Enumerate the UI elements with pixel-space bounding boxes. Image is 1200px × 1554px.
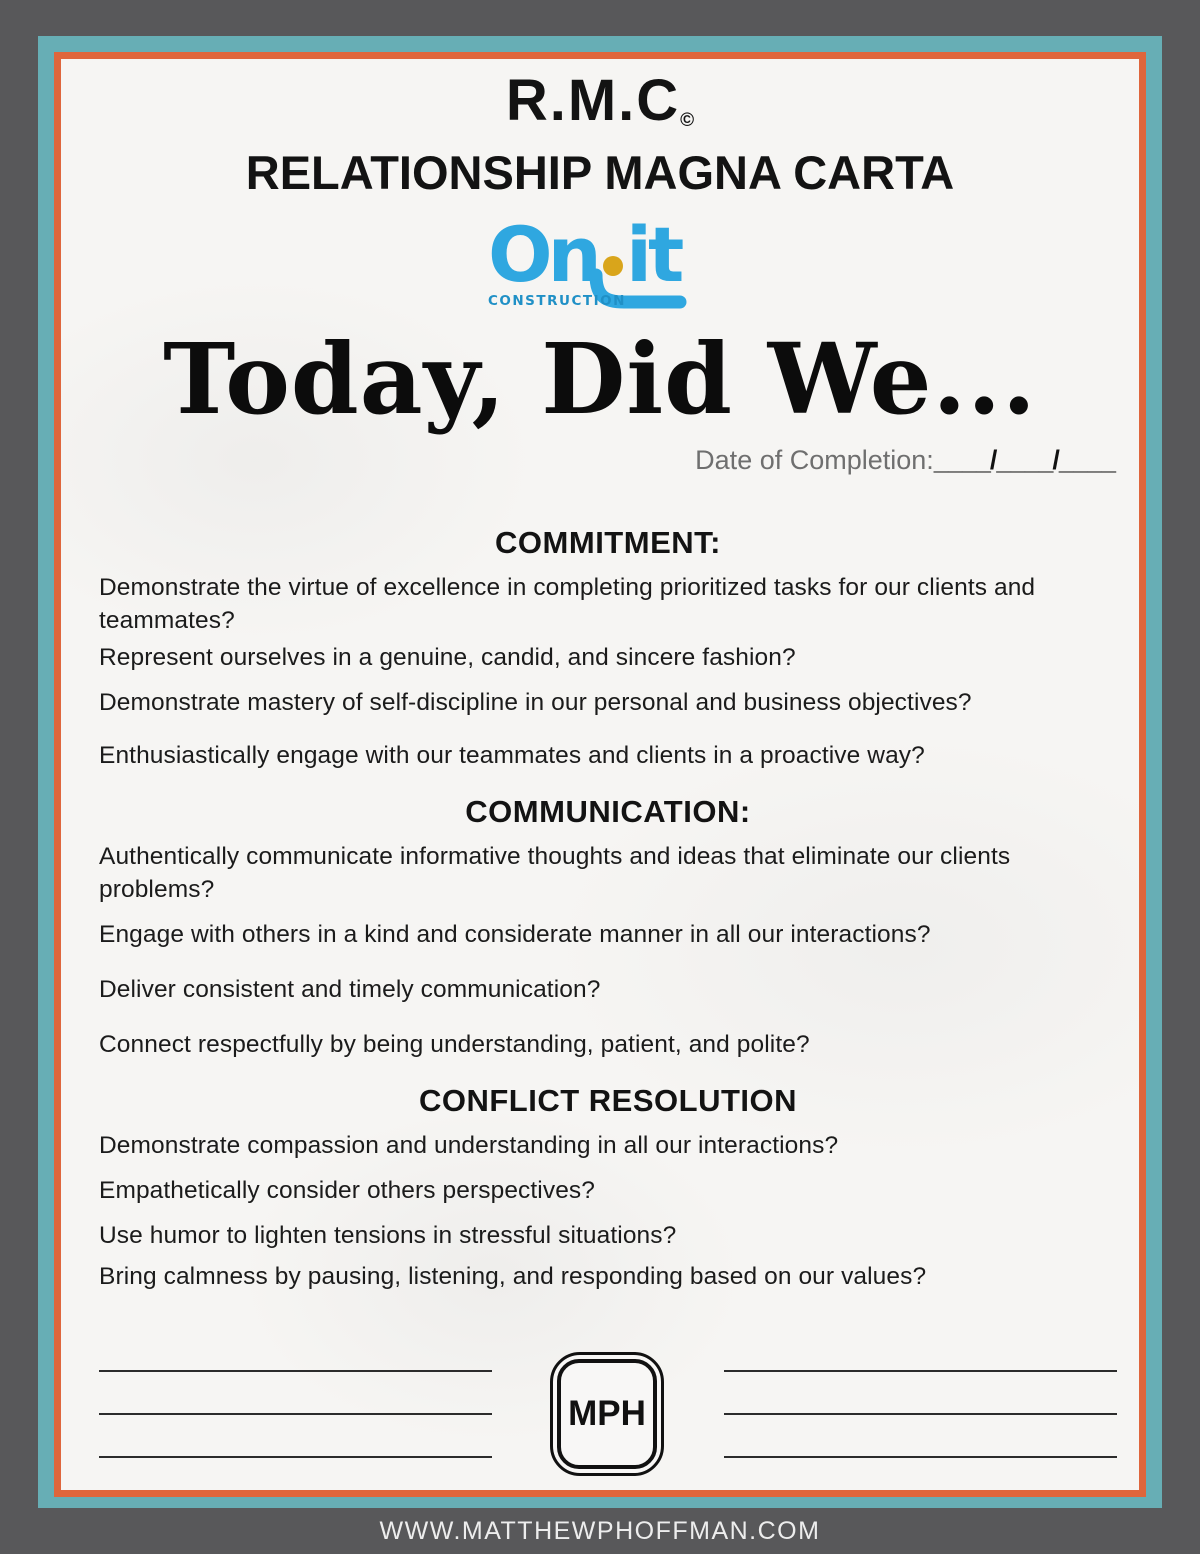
signature-column-right [724,1370,1117,1458]
signature-line[interactable] [99,1370,492,1372]
date-of-completion-row [695,445,1139,475]
question-item: Demonstrate mastery of self-discipline in our personal and business objectives? [99,689,972,716]
question-item: Engage with others in a kind and considerate manner in all our interactions? [99,921,931,948]
question-item: Demonstrate the virtue of excellence in completing prioritized tasks for our clients and teammates? [99,574,1036,634]
orange-border-frame [54,52,1146,1497]
signature-line[interactable] [724,1370,1117,1372]
worksheet-page [61,59,1139,1490]
section-title-commitment: COMMITMENT: [495,525,721,560]
mph-logo [550,1352,664,1476]
question-item: Bring calmness by pausing, listening, and responding based on our values? [99,1263,927,1290]
website-text: WWW.MATTHEWPHOFFMAN.COM [379,1516,821,1545]
section-title-communication: COMMUNICATION: [465,794,751,829]
question-sections [61,525,1139,1305]
date-blank-fields[interactable]: ____/____/____ [933,445,1115,475]
section-title-conflict-resolution: CONFLICT RESOLUTION [418,1083,798,1118]
section-conflict-resolution [99,1083,1117,1293]
section-communication [99,794,1117,1061]
copyright-symbol: © [680,110,695,131]
logo-on-text: On [488,210,597,299]
onit-construction-logo [484,209,716,313]
mph-monogram-text: MPH [557,1359,657,1469]
question-item: Connect respectfully by being understanding, patient, and polite? [99,1031,810,1058]
question-item: Authentically communicate informative thoughts and ideas that eliminate our clients problems? [99,843,1011,903]
signature-line[interactable] [724,1456,1117,1458]
rmc-text: R.M.C [505,68,681,133]
date-label: Date of Completion: [695,445,934,475]
signature-column-left [99,1370,492,1458]
logo-it-text: it [626,210,681,299]
signature-line[interactable] [724,1413,1117,1415]
signature-line[interactable] [99,1413,492,1415]
logo-dot-icon [603,256,623,276]
rmc-acronym-title [505,68,695,149]
footer-bar [0,1508,1200,1554]
question-item: Use humor to lighten tensions in stressful situations? [99,1222,677,1249]
relationship-magna-carta-title: RELATIONSHIP MAGNA CARTA [245,146,955,199]
section-commitment [99,525,1117,772]
question-item: Deliver consistent and timely communication? [99,976,601,1003]
question-item: Enthusiastically engage with our teammates and clients in a proactive way? [99,742,925,769]
question-item: Demonstrate compassion and understanding in all our interactions? [99,1132,839,1159]
question-item: Empathetically consider others perspectives? [99,1177,596,1204]
question-item: Represent ourselves in a genuine, candid, and sincere fashion? [99,644,796,671]
teal-border-frame [38,36,1162,1508]
main-heading: Today, Did We... [163,322,1037,436]
logo-construction-text: CONSTRUCTION [488,293,626,309]
signature-area [61,1352,1139,1476]
signature-line[interactable] [99,1456,492,1458]
